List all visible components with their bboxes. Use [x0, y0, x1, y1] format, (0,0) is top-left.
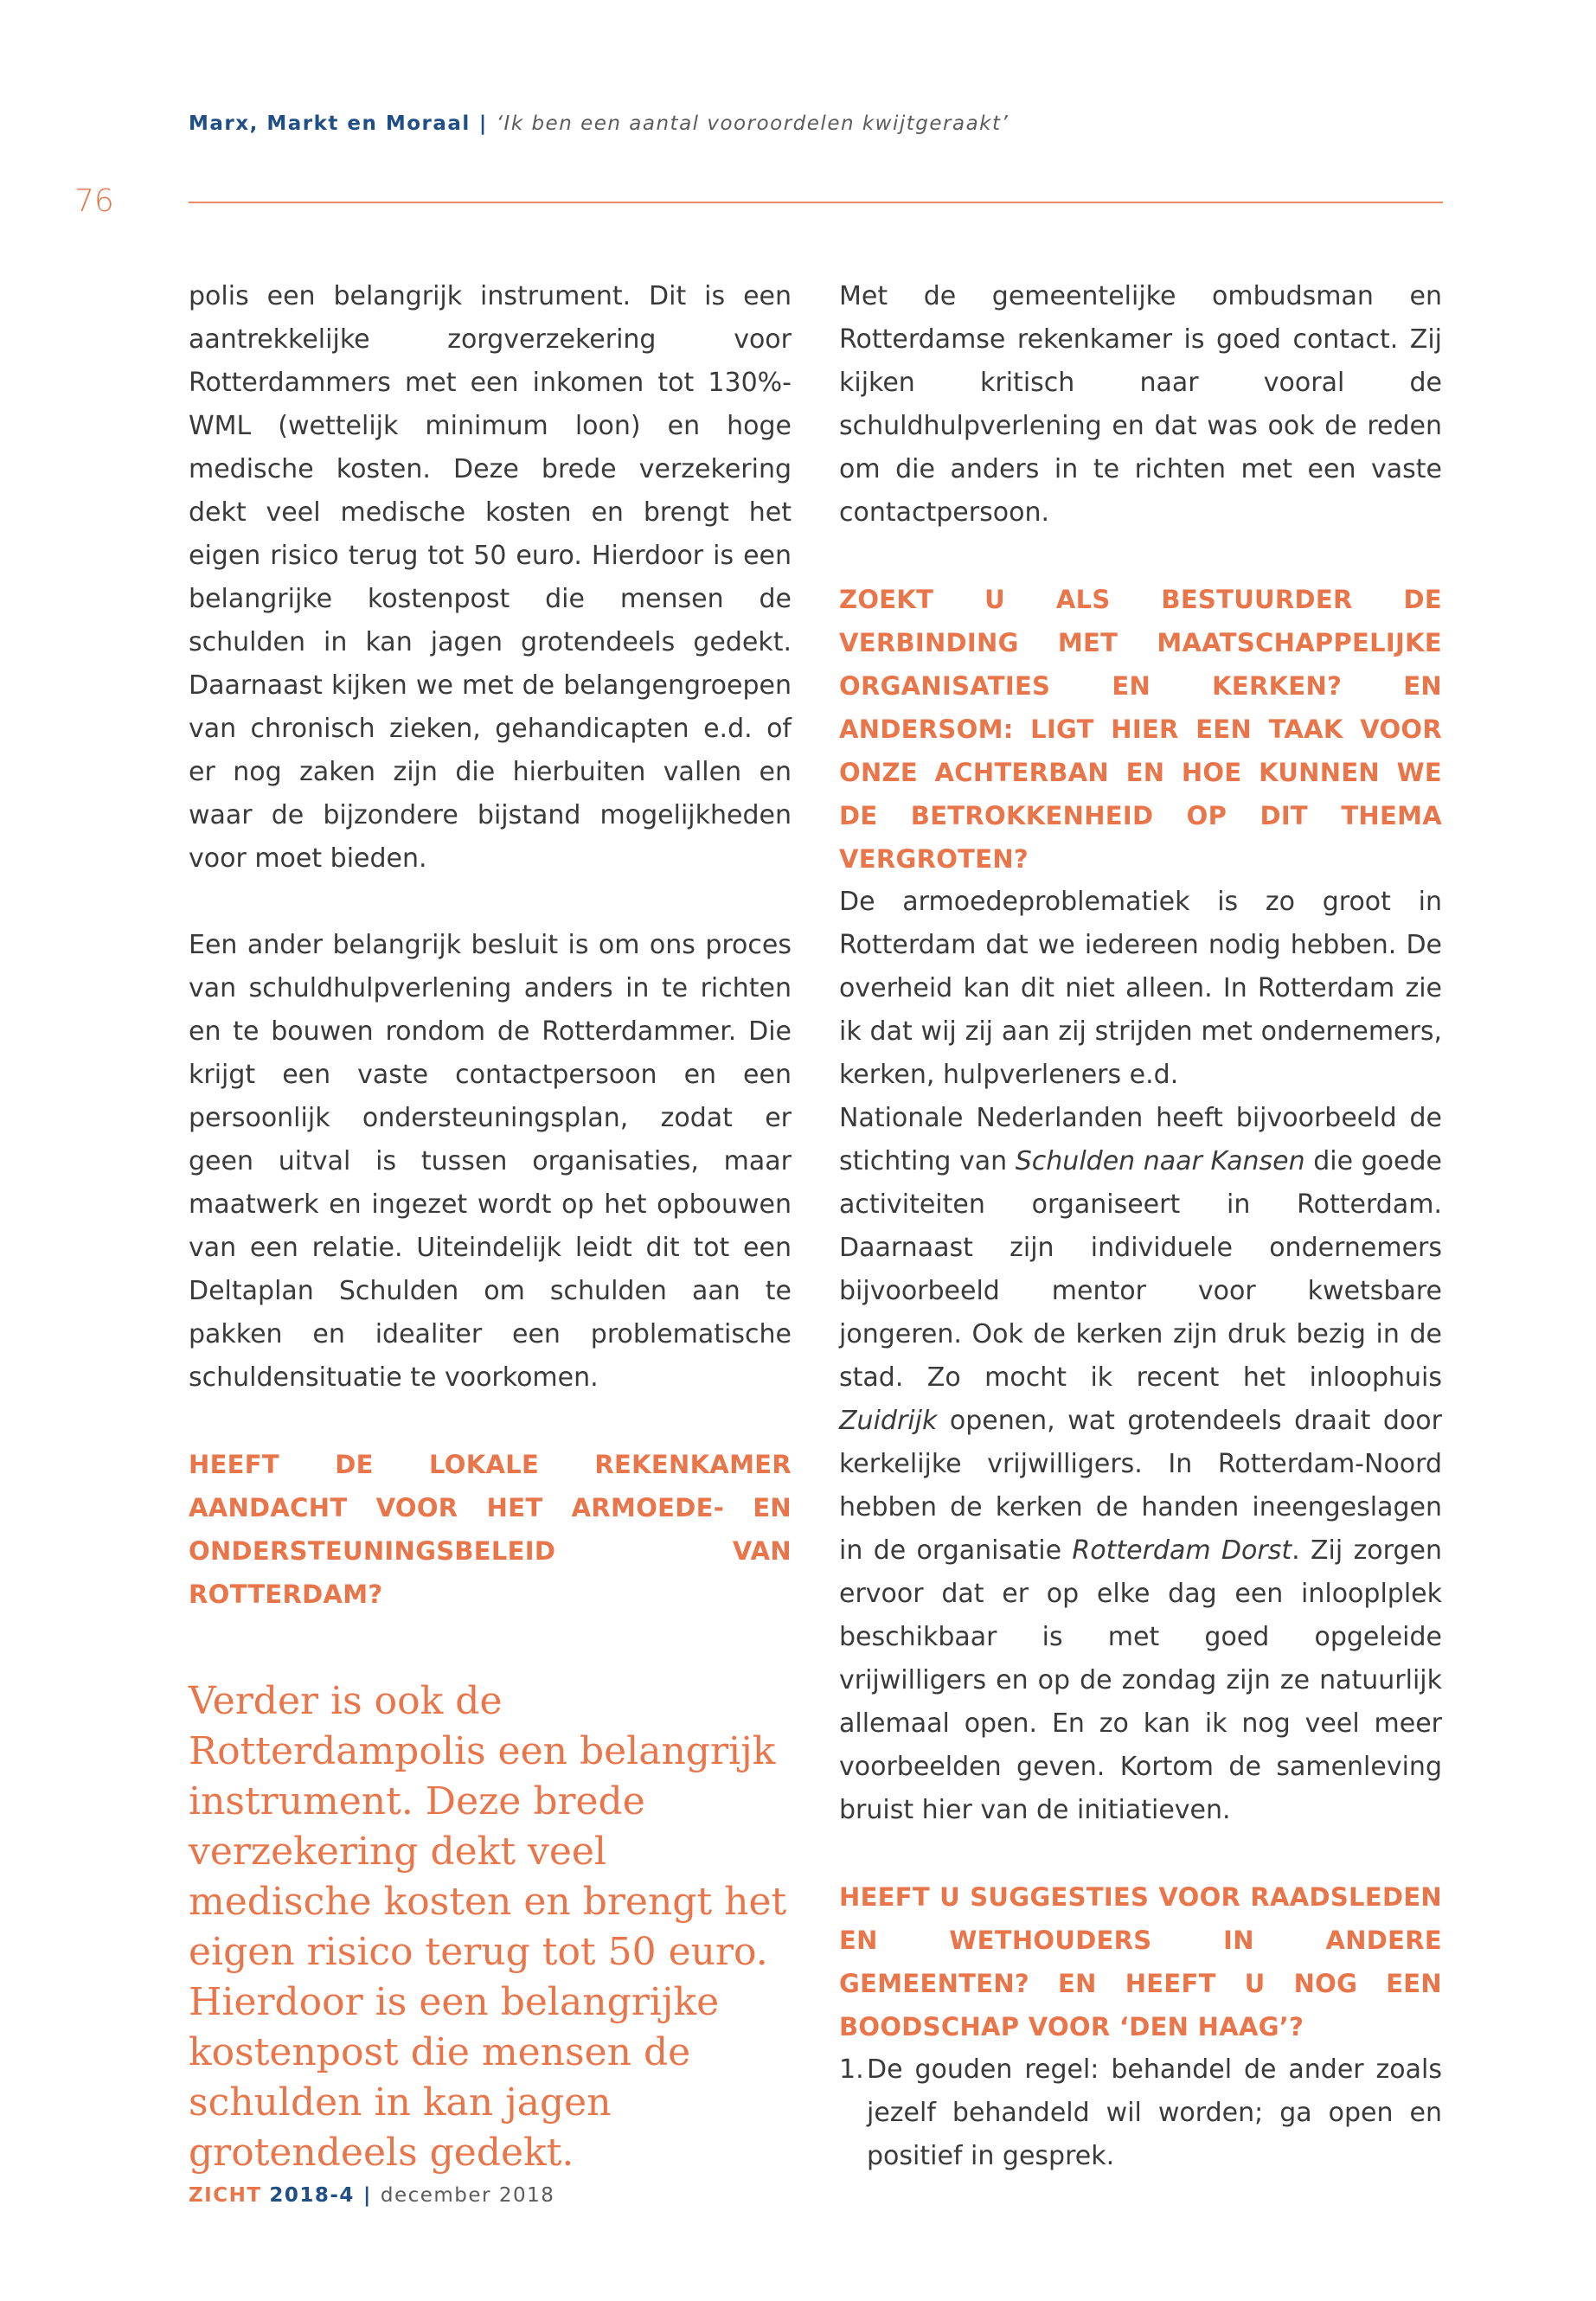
body-paragraph	[839, 1097, 1442, 1832]
list-number: 1.	[839, 2054, 864, 2085]
issue-number: 2018-4	[269, 2184, 355, 2207]
page-number: 76	[74, 183, 114, 219]
interview-question: HEEFT U SUGGESTIES VOOR RAADSLEDEN EN WETHOUDERS IN ANDERE GEMEENTEN? EN HEEFT U NOG EEN BOODSCHAP VOOR ‘DEN HAAG’?	[839, 1882, 1442, 2041]
magazine-name: ZICHT	[189, 2184, 262, 2207]
body-paragraph: Met de gemeentelijke ombudsman en Rotterdamse rekenkamer is goed contact. Zij kijken kritisch naar vooral de schuldhulpverlening en dat was ook de reden om die anders in te richten met een vaste contactpersoon.	[839, 281, 1442, 528]
body-paragraph: Een ander belangrijk besluit is om ons proces van schuldhulpverlening anders in te richten en te bouwen rondom de Rotterdammer. Die krijgt een vaste contactpersoon en een persoonlijk ondersteuningsplan, zodat er geen uitval is tussen organisaties, maar maatwerk en ingezet wordt op het opbouwen van een relatie. Uiteindelijk leidt dit tot een Deltaplan Schulden om schulden aan te pakken en idealiter een problematische schuldensituatie te voorkomen.	[189, 930, 792, 1393]
list-text: De gouden regel: behandel de ander zoals jezelf behandeld wil worden; ga open en positief in gesprek.	[867, 2054, 1442, 2171]
left-column	[189, 275, 792, 2178]
text-run: openen, wat grotendeels draait door kerkelijke vrijwilligers. In Rotterdam-Noord hebben de kerken de handen ineengeslagen in de organisatie	[839, 1406, 1442, 1566]
text-run: . Zij zorgen ervoor dat er op elke dag een inlooplplek beschikbaar is met goed opgeleide vrijwilligers en op de zondag zijn ze natuurlijk allemaal open. En zo kan ik nog veel meer voorbeelden geven. Kortom de samenleving bruist hier van de initiatieven.	[839, 1535, 1442, 1825]
page-footer	[189, 2184, 554, 2207]
issue-date: december 2018	[380, 2184, 555, 2207]
body-paragraph: De armoedeproblematiek is zo groot in Rotterdam dat we iedereen nodig hebben. De overheid kan dit niet alleen. In Rotterdam zie ik dat wij zij aan zij strijden met ondernemers, kerken, hulpverleners e.d.	[839, 887, 1442, 1090]
running-head	[189, 112, 1009, 135]
header-separator: |	[478, 112, 488, 135]
organisation-name: Schulden naar Kansen	[1015, 1146, 1305, 1176]
interview-question: ZOEKT U ALS BESTUURDER DE VERBINDING MET MAATSCHAPPELIJKE ORGANISATIES EN KERKEN? EN ANDERSOM: LIGT HIER EEN TAAK VOOR ONZE ACHTERBAN EN HOE KUNNEN WE DE BETROKKENHEID OP DIT THEMA VERGROTEN?	[839, 585, 1442, 874]
series-title: Marx, Markt en Moraal	[189, 112, 471, 135]
header-divider	[189, 202, 1443, 203]
article-subtitle: ‘Ik ben een aantal vooroordelen kwijtgeraakt’	[496, 112, 1010, 135]
body-paragraph: polis een belangrijk instrument. Dit is een aantrekkelijke zorgverzekering voor Rotterdammers met een inkomen tot 130%-WML (wettelijk minimum loon) en hoge medische kosten. Deze brede verzekering dekt veel medische kosten en brengt het eigen risico terug tot 50 euro. Hierdoor is een belangrijke kostenpost die mensen de schulden in kan jagen grotendeels gedekt. Daarnaast kijken we met de belangengroepen van chronisch zieken, gehandicapten e.d. of er nog zaken zijn die hierbuiten vallen en waar de bijzondere bijstand mogelijkheden voor moet bieden.	[189, 281, 792, 874]
pull-quote: Verder is ook de Rotterdampolis een belangrijk instrument. Deze brede verzekering dekt veel medische kosten en brengt het eigen risico terug tot 50 euro. Hierdoor is een belangrijke kostenpost die mensen de schulden in kan jagen grotendeels gedekt.	[189, 1679, 787, 2175]
organisation-name: Rotterdam Dorst	[1072, 1535, 1292, 1566]
list-item	[839, 2048, 1442, 2178]
interview-question: HEEFT DE LOKALE REKENKAMER AANDACHT VOOR HET ARMOEDE- EN ONDERSTEUNINGSBELEID VAN ROTTERDAM?	[189, 1450, 792, 1609]
right-column	[839, 275, 1442, 2178]
text-run: Nationale Nederlanden heeft bijvoorbeeld de stichting van	[839, 1103, 1442, 1176]
organisation-name: Zuidrijk	[839, 1406, 938, 1436]
text-run: die goede activiteiten organiseert in Rotterdam. Daarnaast zijn individuele ondernemers bijvoorbeeld mentor voor kwetsbare jongeren. Ook de kerken zijn druk bezig in de stad. Zo mocht ik recent het inloophuis	[839, 1146, 1442, 1393]
footer-separator: |	[362, 2184, 372, 2207]
